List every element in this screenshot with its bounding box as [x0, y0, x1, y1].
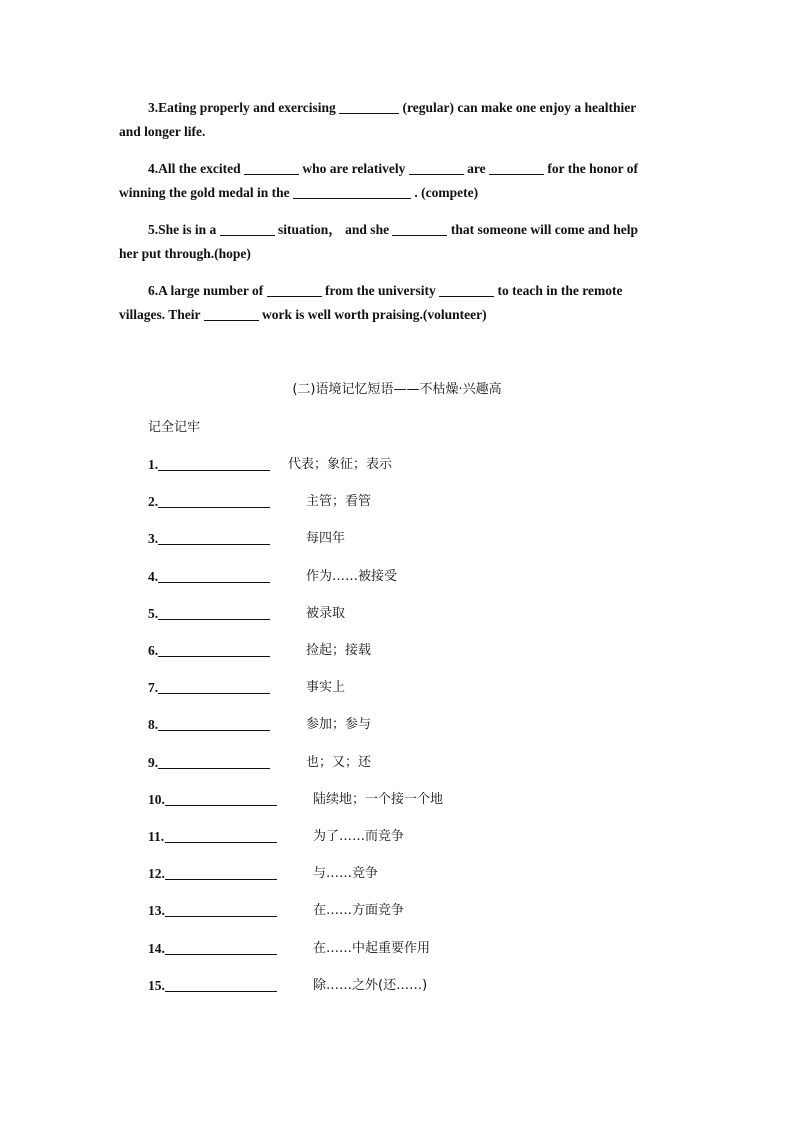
answer-blank[interactable]	[439, 282, 494, 297]
exercise-5	[119, 218, 674, 266]
exercise-5-text-b: situation， and she	[274, 222, 393, 237]
phrase-answer-blank[interactable]	[158, 768, 270, 769]
phrase-number: 6.	[148, 643, 159, 658]
phrase-meaning: 为了……而竞争	[313, 829, 405, 844]
phrase-row	[148, 678, 668, 700]
phrase-row	[148, 455, 668, 477]
phrase-meaning: 每四年	[306, 531, 346, 547]
phrase-number: 9.	[148, 754, 159, 770]
phrase-row	[148, 753, 668, 775]
answer-blank[interactable]	[409, 160, 464, 175]
phrase-number: 13.	[148, 903, 165, 919]
phrase-answer-blank[interactable]	[165, 879, 277, 880]
phrase-answer-blank[interactable]	[158, 619, 270, 620]
exercise-6-text-d: villages. Their	[119, 307, 204, 322]
exercise-3	[119, 96, 674, 144]
phrase-number: 10.	[148, 791, 165, 807]
phrase-number: 15.	[148, 977, 165, 993]
phrase-answer-blank[interactable]	[158, 470, 270, 471]
phrase-meaning: 捡起；接载	[306, 643, 372, 658]
phrase-meaning: 被录取	[306, 605, 346, 621]
phrase-meaning: 作为……被接受	[306, 568, 398, 584]
phrase-row	[148, 901, 668, 923]
answer-blank[interactable]	[204, 306, 259, 321]
phrase-meaning: 与……竞争	[313, 866, 379, 882]
phrase-row	[148, 529, 668, 551]
phrase-row	[148, 715, 668, 737]
phrase-answer-blank[interactable]	[165, 805, 277, 806]
phrase-row	[148, 790, 668, 812]
exercise-6	[119, 279, 674, 327]
phrase-answer-blank[interactable]	[158, 582, 270, 583]
phrase-meaning: 在……方面竞争	[313, 903, 405, 919]
exercise-4-text-d: for the honor of	[543, 161, 638, 176]
phrase-answer-blank[interactable]	[158, 730, 270, 731]
phrase-meaning: 除……之外(还……)	[313, 977, 428, 993]
phrase-number: 1.	[148, 457, 159, 472]
exercise-4-text-b: who are relatively	[298, 161, 409, 176]
phrase-answer-blank[interactable]	[165, 916, 277, 917]
phrase-answer-blank[interactable]	[165, 991, 277, 992]
answer-blank[interactable]	[244, 160, 299, 175]
section-subhead: 记全记牢	[148, 420, 201, 435]
exercise-5-text-d: her put through.(hope)	[119, 246, 251, 261]
phrase-row	[148, 641, 668, 663]
exercise-4-text-f: . (compete)	[411, 185, 479, 200]
phrase-number: 8.	[148, 717, 159, 733]
phrase-number: 7.	[148, 680, 159, 696]
phrase-answer-blank[interactable]	[158, 693, 270, 694]
answer-blank[interactable]	[220, 221, 275, 236]
exercise-3-text-b: (regular) can make one enjoy a healthier	[399, 100, 637, 115]
phrase-row	[148, 939, 668, 961]
phrase-meaning: 陆续地；一个接一个地	[313, 791, 444, 807]
phrase-number: 14.	[148, 940, 165, 956]
phrase-answer-blank[interactable]	[158, 507, 270, 508]
exercise-3-text-a: 3.Eating properly and exercising	[148, 100, 340, 115]
answer-blank[interactable]	[392, 221, 447, 236]
answer-blank[interactable]	[267, 282, 322, 297]
phrase-meaning: 也；又；还	[306, 754, 372, 770]
exercise-6-text-b: from the university	[321, 283, 440, 298]
exercise-5-text-c: that someone will come and help	[447, 222, 638, 237]
exercise-6-text-a: 6.A large number of	[148, 283, 267, 298]
phrase-number: 5.	[148, 605, 159, 621]
phrase-row	[148, 827, 668, 849]
exercise-5-text-a: 5.She is in a	[148, 222, 220, 237]
phrase-row	[148, 976, 668, 998]
phrase-answer-blank[interactable]	[165, 954, 277, 955]
phrase-meaning: 代表；象征；表示	[288, 457, 393, 472]
exercise-4-text-c: are	[463, 161, 489, 176]
exercise-4-text-e: winning the gold medal in the	[119, 185, 294, 200]
section-title: (二)语境记忆短语——不枯燥·兴趣高	[292, 382, 502, 397]
phrase-number: 12.	[148, 866, 165, 882]
exercise-6-text-c: to teach in the remote	[494, 283, 623, 298]
phrase-row	[148, 492, 668, 514]
answer-blank[interactable]	[293, 184, 411, 199]
exercise-4-text-a: 4.All the excited	[148, 161, 244, 176]
phrase-answer-blank[interactable]	[165, 842, 277, 843]
answer-blank[interactable]	[489, 160, 544, 175]
phrase-number: 11.	[148, 829, 165, 844]
phrase-meaning: 在……中起重要作用	[313, 940, 431, 956]
phrase-row	[148, 604, 668, 626]
exercise-6-text-e: work is well worth praising.(volunteer)	[258, 307, 487, 322]
phrase-meaning: 参加；参与	[306, 717, 372, 733]
phrase-number: 3.	[148, 531, 159, 547]
answer-blank[interactable]	[339, 99, 399, 114]
phrase-meaning: 主管；看管	[306, 494, 372, 510]
phrase-answer-blank[interactable]	[158, 544, 270, 545]
phrase-answer-blank[interactable]	[158, 656, 270, 657]
exercise-4	[119, 157, 674, 205]
phrase-number: 4.	[148, 568, 159, 584]
phrase-number: 2.	[148, 494, 159, 510]
phrase-meaning: 事实上	[306, 680, 346, 696]
exercise-3-text-c: and longer life.	[119, 124, 206, 139]
phrase-row	[148, 864, 668, 886]
phrase-row	[148, 567, 668, 589]
